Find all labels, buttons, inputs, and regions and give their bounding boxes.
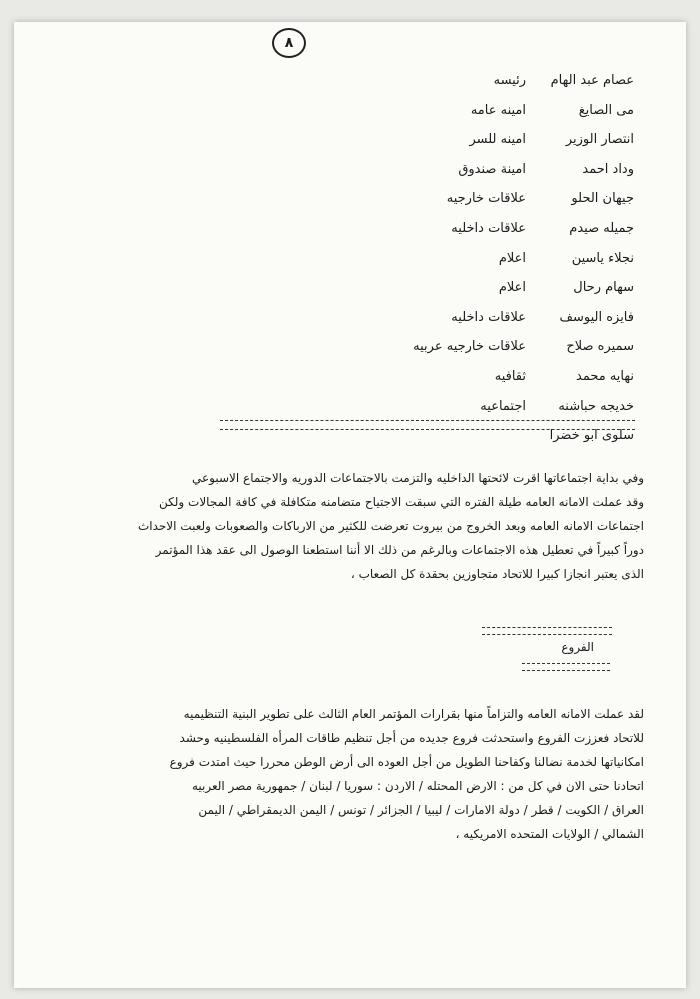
members-list	[94, 66, 634, 451]
member-name: جيهان الحلو	[571, 191, 634, 207]
member-name: عصام عبد الهام	[550, 73, 634, 88]
member-role: علاقات خارجيه عربيه	[413, 339, 526, 355]
member-role: رئيسه	[493, 73, 526, 88]
member-role: اعلام	[498, 250, 526, 266]
member-row	[94, 66, 634, 96]
member-name: سلوى ابو خضرا	[549, 428, 634, 444]
member-row	[94, 362, 634, 392]
member-row	[94, 214, 634, 244]
member-row	[94, 125, 634, 155]
member-role: علاقات داخليه	[451, 309, 526, 325]
member-row	[94, 392, 634, 422]
member-name: انتصار الوزير	[565, 132, 634, 148]
page-number-circle: ٨	[272, 28, 306, 58]
member-role: ثقافيه	[494, 368, 526, 384]
heading-divider-top	[482, 627, 612, 635]
member-role: امينه للسر	[469, 132, 526, 148]
member-role: امينه عامه	[470, 102, 526, 118]
member-name: وداد احمد	[582, 161, 634, 177]
member-row	[94, 184, 634, 214]
member-role: علاقات داخليه	[451, 220, 526, 236]
member-name: خديجه حباشنه	[558, 398, 634, 414]
member-row	[94, 244, 634, 274]
member-name: نهايه محمد	[576, 368, 634, 384]
document-page	[14, 22, 686, 988]
heading-divider-bottom	[522, 663, 610, 671]
member-name: مى الصايغ	[578, 102, 634, 118]
branches-paragraph: لقد عملت الامانه العامه والتزاماً منها بقرارات المؤتمر العام الثالث على تطوير البنية التنظيميه للاتحاد فعززت الفروع واستحدثت فروع جديده من أجل تنظيم طاقات المرأه الفلسطينيه وحشد امكانياتها لخدمة نضالنا وكفاحنا الطويل من أجل العوده الى أرض الوطن محررا حيث امتدت فروع اتحادنا حتى الان في كل من : الارض المحتله / الاردن : سوريا / لبنان / جمهورية مصر العربيه العراق / الكويت / قطر / دولة الامارات / ليبيا / الجزائر / تونس / اليمن الديمقراطي / اليمن الشمالي / الولايات المتحده الامريكيه ،	[169, 707, 644, 841]
member-row	[94, 332, 634, 362]
member-name: فايزه اليوسف	[559, 309, 634, 325]
member-name: جميله صيدم	[569, 220, 634, 236]
member-row	[94, 273, 634, 303]
member-row	[94, 96, 634, 126]
member-name: سهام رحال	[573, 280, 634, 296]
branches-heading: الفروع	[561, 640, 594, 654]
member-role: امينة صندوق	[458, 161, 526, 177]
member-name: سميره صلاح	[566, 339, 634, 355]
member-row	[94, 303, 634, 333]
member-name: نجلاء ياسين	[571, 250, 634, 266]
member-role: علاقات خارجيه	[446, 191, 526, 207]
member-role: اجتماعيه	[480, 398, 526, 414]
section-divider	[220, 420, 635, 430]
member-row	[94, 155, 634, 185]
meetings-paragraph: وفي بداية اجتماعاتها اقرت لائحتها الداخليه والتزمت بالاجتماعات الدوريه والاجتماع الاسبوعي وقد عملت الامانه العامه طيلة الفتره التي سبقت الاجتياح متضامنه متكافلة في كافة المجالات ولكن اجتماعات الامانه العامه وبعد الخروج من بيروت تعرضت للكثير من الارباكات والصعوبات ولعبت الاحداث دوراً كبيراً في تعطيل هذه الاجتماعات وبالرغم من ذلك الا أننا استطعنا الوصول الى عقد هذا المؤتمر الذى يعتبر انجازا كبيرا للاتحاد متجاوزين بحقدة كل الصعاب ،	[137, 471, 644, 581]
member-role: اعلام	[498, 280, 526, 296]
